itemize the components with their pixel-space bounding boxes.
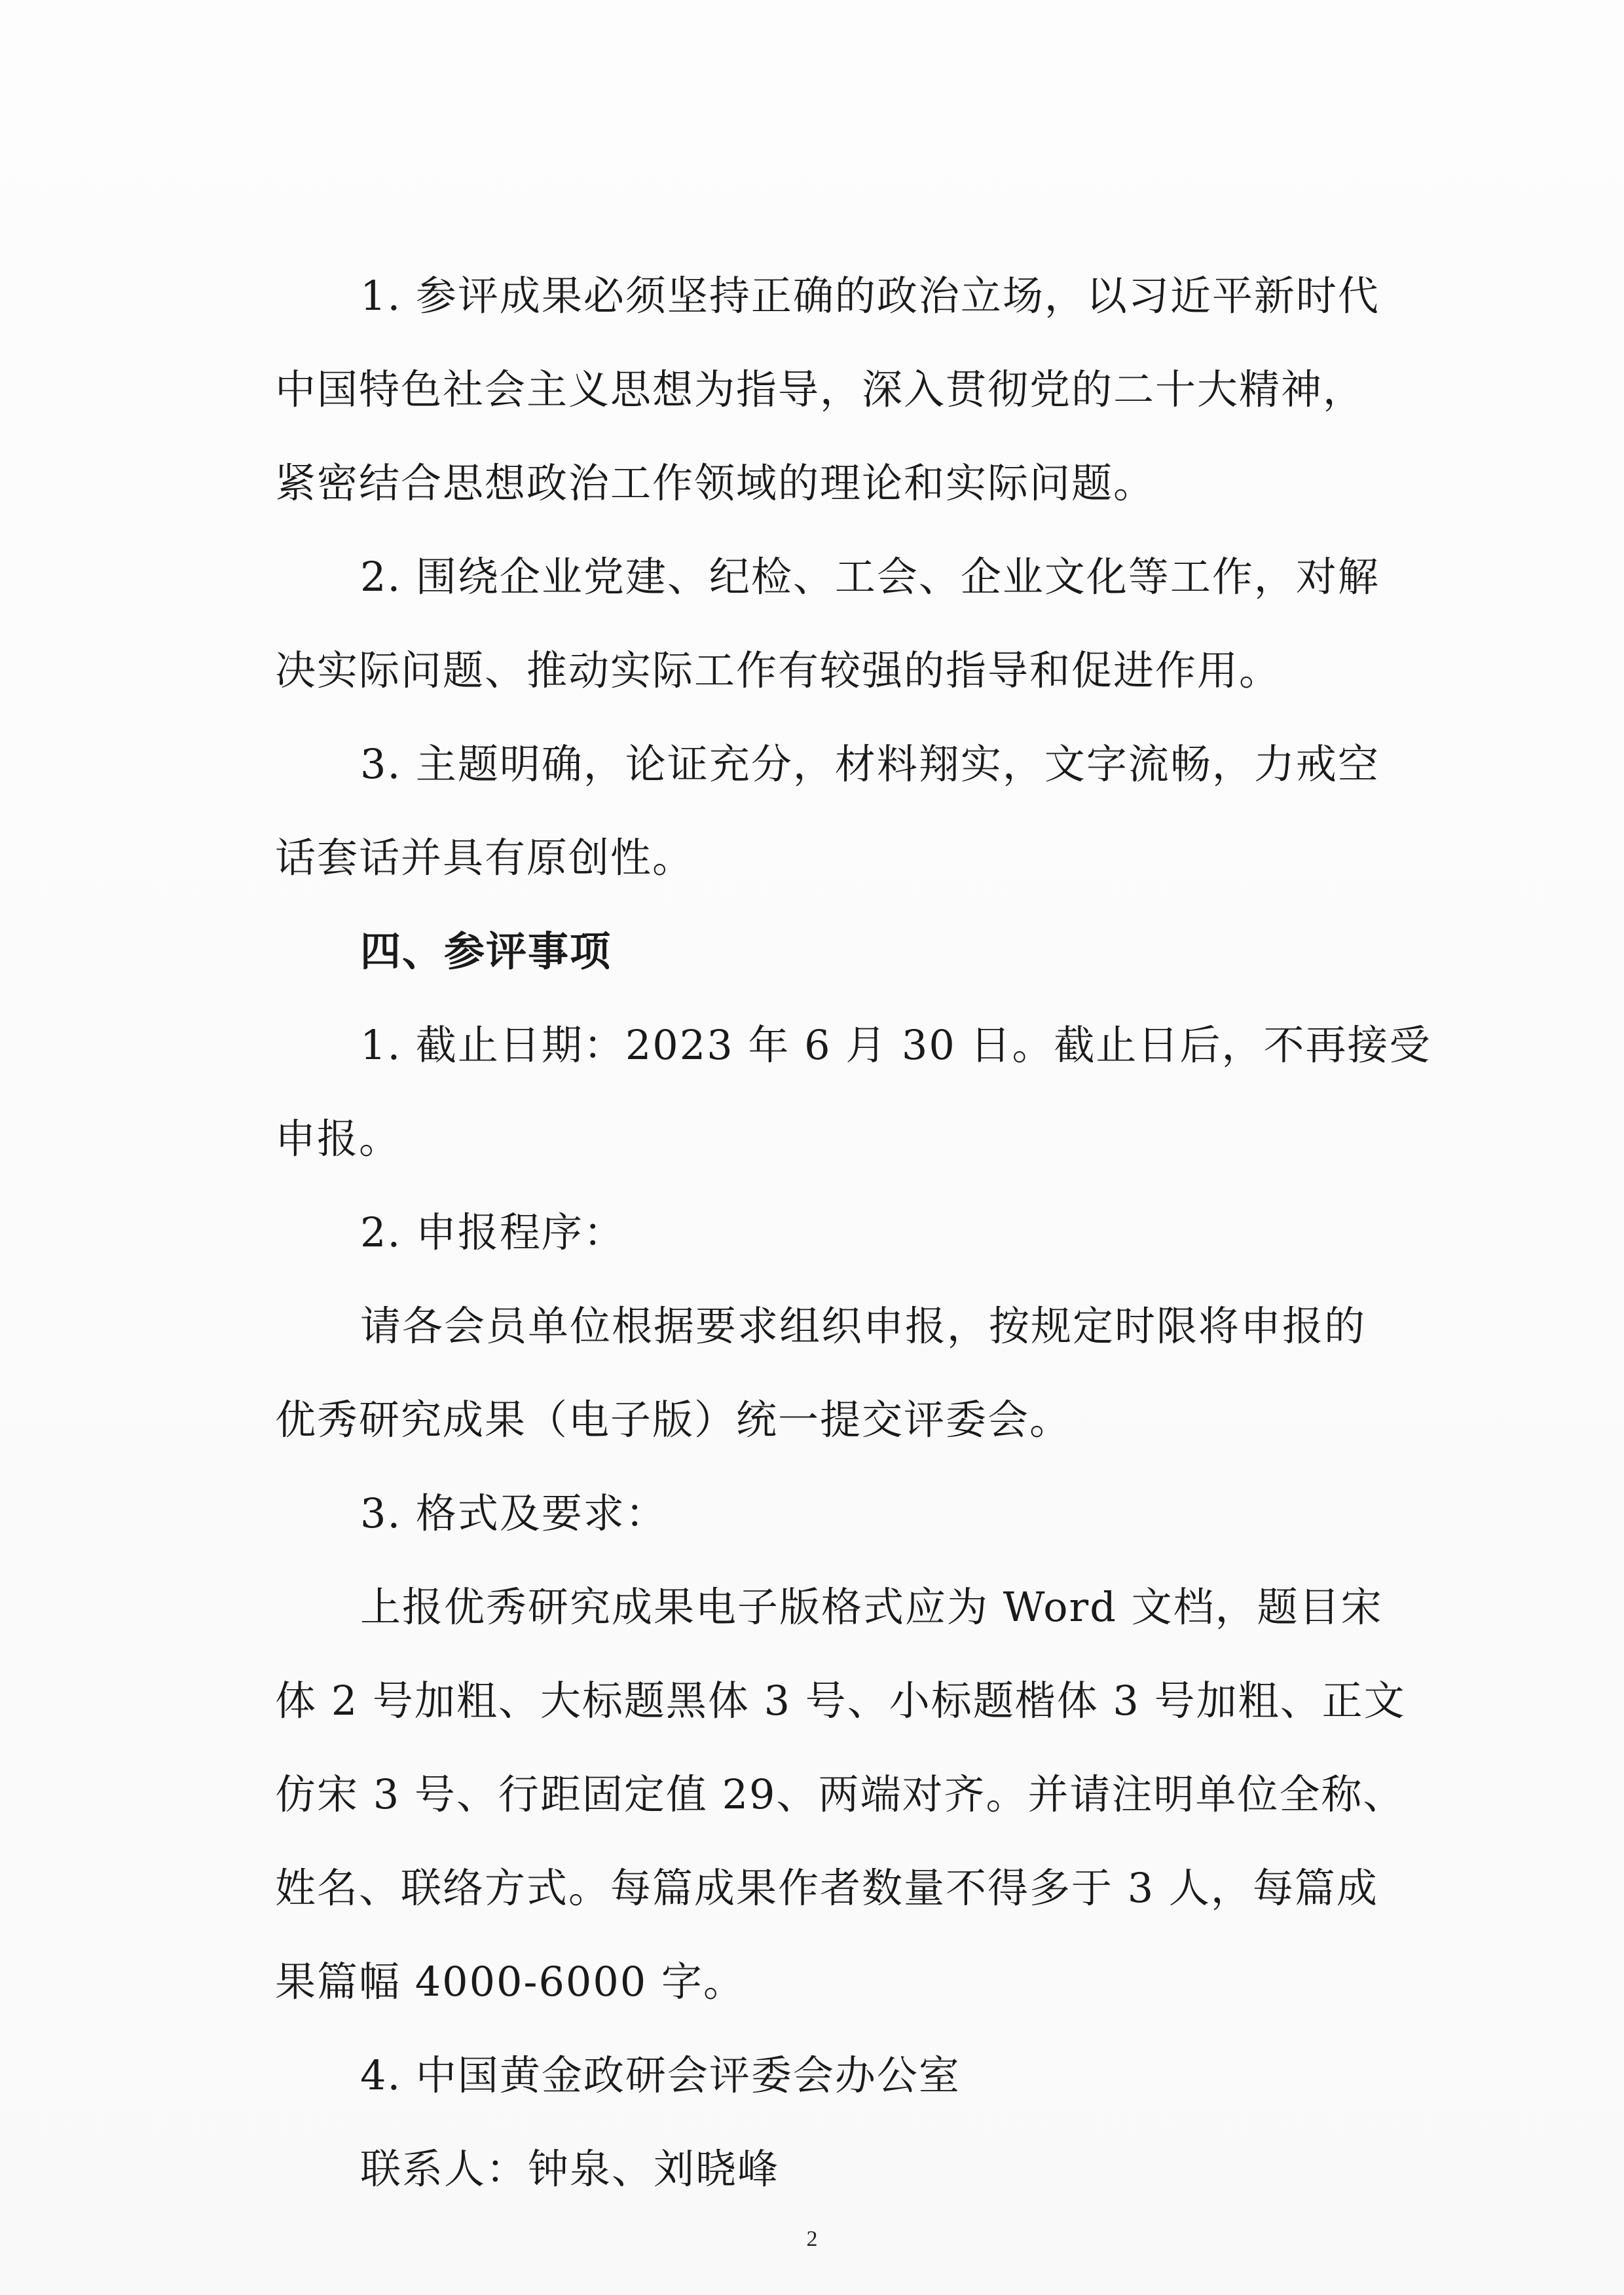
paragraph-line: 姓名、联络方式。每篇成果作者数量不得多于 3 人，每篇成: [275, 1864, 1378, 1912]
paragraph-line: 紧密结合思想政治工作领域的理论和实际问题。: [275, 459, 1156, 507]
section-heading: 四、参评事项: [360, 927, 612, 975]
paragraph-line: 2. 围绕企业党建、纪检、工会、企业文化等工作，对解: [360, 553, 1380, 601]
paragraph-line: 请各会员单位根据要求组织申报，按规定时限将申报的: [360, 1302, 1367, 1350]
page-number: 2: [806, 2227, 818, 2251]
paragraph-line: 中国特色社会主义思想为指导，深入贯彻党的二十大精神，: [275, 365, 1365, 413]
paragraph-line: 申报。: [275, 1115, 401, 1163]
paragraph-line: 优秀研究成果（电子版）统一提交评委会。: [275, 1396, 1072, 1444]
paragraph-line: 决实际问题、推动实际工作有较强的指导和促进作用。: [275, 646, 1282, 694]
paragraph-line: 4. 中国黄金政研会评委会办公室: [360, 2051, 961, 2099]
paragraph-line: 体 2 号加粗、大标题黑体 3 号、小标题楷体 3 号加粗、正文: [275, 1677, 1406, 1725]
paragraph-line: 话套话并具有原创性。: [275, 834, 695, 882]
paragraph-line: 联系人：钟泉、刘晓峰: [360, 2145, 780, 2193]
paragraph-line: 上报优秀研究成果电子版格式应为 Word 文档，题目宋: [360, 1583, 1383, 1631]
paragraph-line: 1. 参评成果必须坚持正确的政治立场，以习近平新时代: [360, 272, 1380, 320]
paragraph-line: 3. 主题明确，论证充分，材料翔实，文字流畅，力戒空: [360, 740, 1380, 788]
paragraph-line: 2. 申报程序：: [360, 1208, 625, 1256]
paragraph-line: 仿宋 3 号、行距固定值 29、两端对齐。并请注明单位全称、: [275, 1770, 1405, 1818]
paragraph-line: 1. 截止日期：2023 年 6 月 30 日。截止日后，不再接受: [360, 1021, 1431, 1069]
paragraph-line: 果篇幅 4000-6000 字。: [275, 1958, 745, 2006]
paragraph-line: 3. 格式及要求：: [360, 1489, 667, 1537]
